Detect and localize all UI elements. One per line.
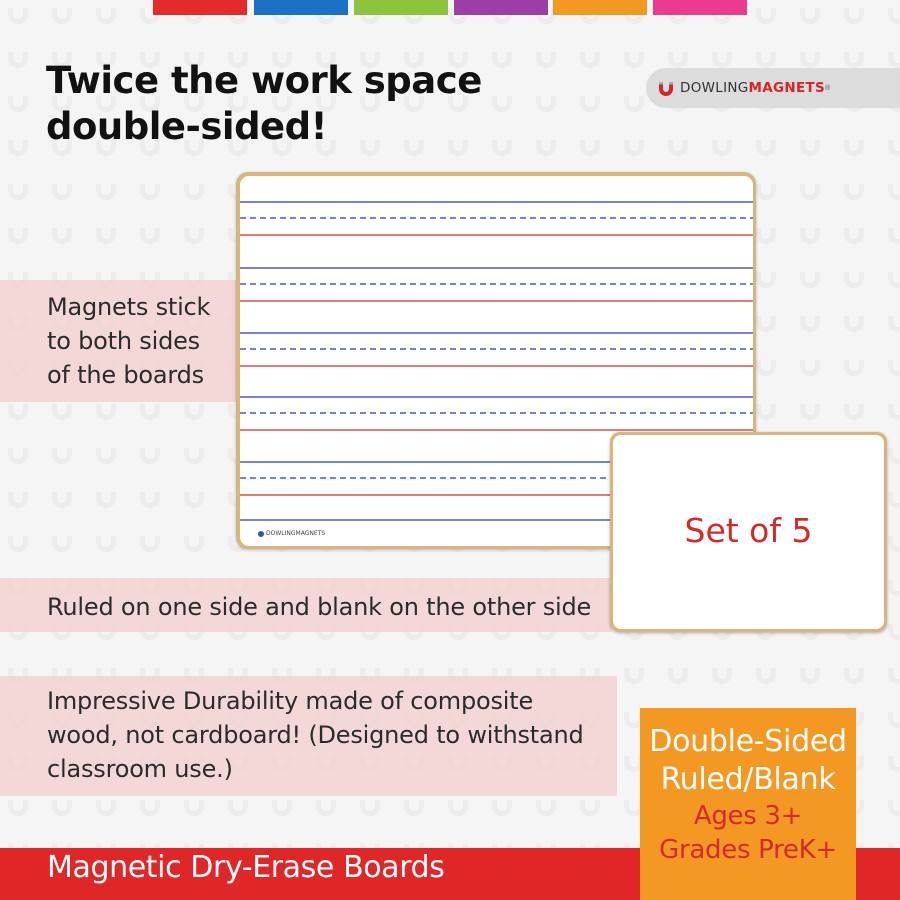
footer-title: Magnetic Dry-Erase Boards [47, 850, 445, 885]
color-tab-orange [553, 0, 647, 15]
headline-line-1: Twice the work space [46, 59, 482, 102]
color-tab-red [153, 0, 247, 15]
feature-3-line-3: classroom use.) [47, 755, 233, 783]
feature-1-line-3: of the boards [47, 361, 204, 389]
headline-line-2: double-sided! [46, 105, 328, 148]
color-tab-purple [454, 0, 548, 15]
feature-text-1 [47, 290, 210, 392]
blank-whiteboard-surface [613, 435, 884, 629]
blank-whiteboard [610, 432, 887, 632]
brand-logo [646, 68, 900, 108]
horseshoe-magnet-icon [656, 78, 676, 98]
badge-line-1: Double-Sided [649, 724, 847, 759]
feature-1-line-1: Magnets stick [47, 293, 211, 321]
feature-1-line-2: to both sides [47, 327, 200, 355]
color-tab-blue [254, 0, 348, 15]
badge-line-4: Grades PreK+ [659, 835, 837, 865]
feature-text-3 [47, 684, 584, 786]
feature-badge [640, 708, 856, 900]
color-tab-pink [653, 0, 747, 15]
ruled-board-brand [258, 530, 325, 537]
badge-line-3: Ages 3+ [693, 801, 803, 831]
feature-2-line-1: Ruled on one side and blank on the other side [47, 593, 592, 621]
brand-name-part2: MAGNETS [748, 80, 826, 96]
headline [46, 58, 482, 150]
feature-text-2 [47, 590, 591, 624]
color-tab-green [354, 0, 448, 15]
feature-3-line-1: Impressive Durability made of composite [47, 687, 534, 715]
feature-3-line-2: wood, not cardboard! (Designed to withstand [47, 721, 584, 749]
brand-name-part1: DOWLING [680, 80, 749, 96]
badge-line-2: Ruled/Blank [660, 762, 836, 797]
brand-registered-mark: ® [825, 84, 831, 92]
ruled-board-brand-text: DOWLINGMAGNETS [266, 530, 326, 537]
set-count-label: Set of 5 [684, 510, 813, 550]
mini-magnet-icon [258, 531, 264, 537]
